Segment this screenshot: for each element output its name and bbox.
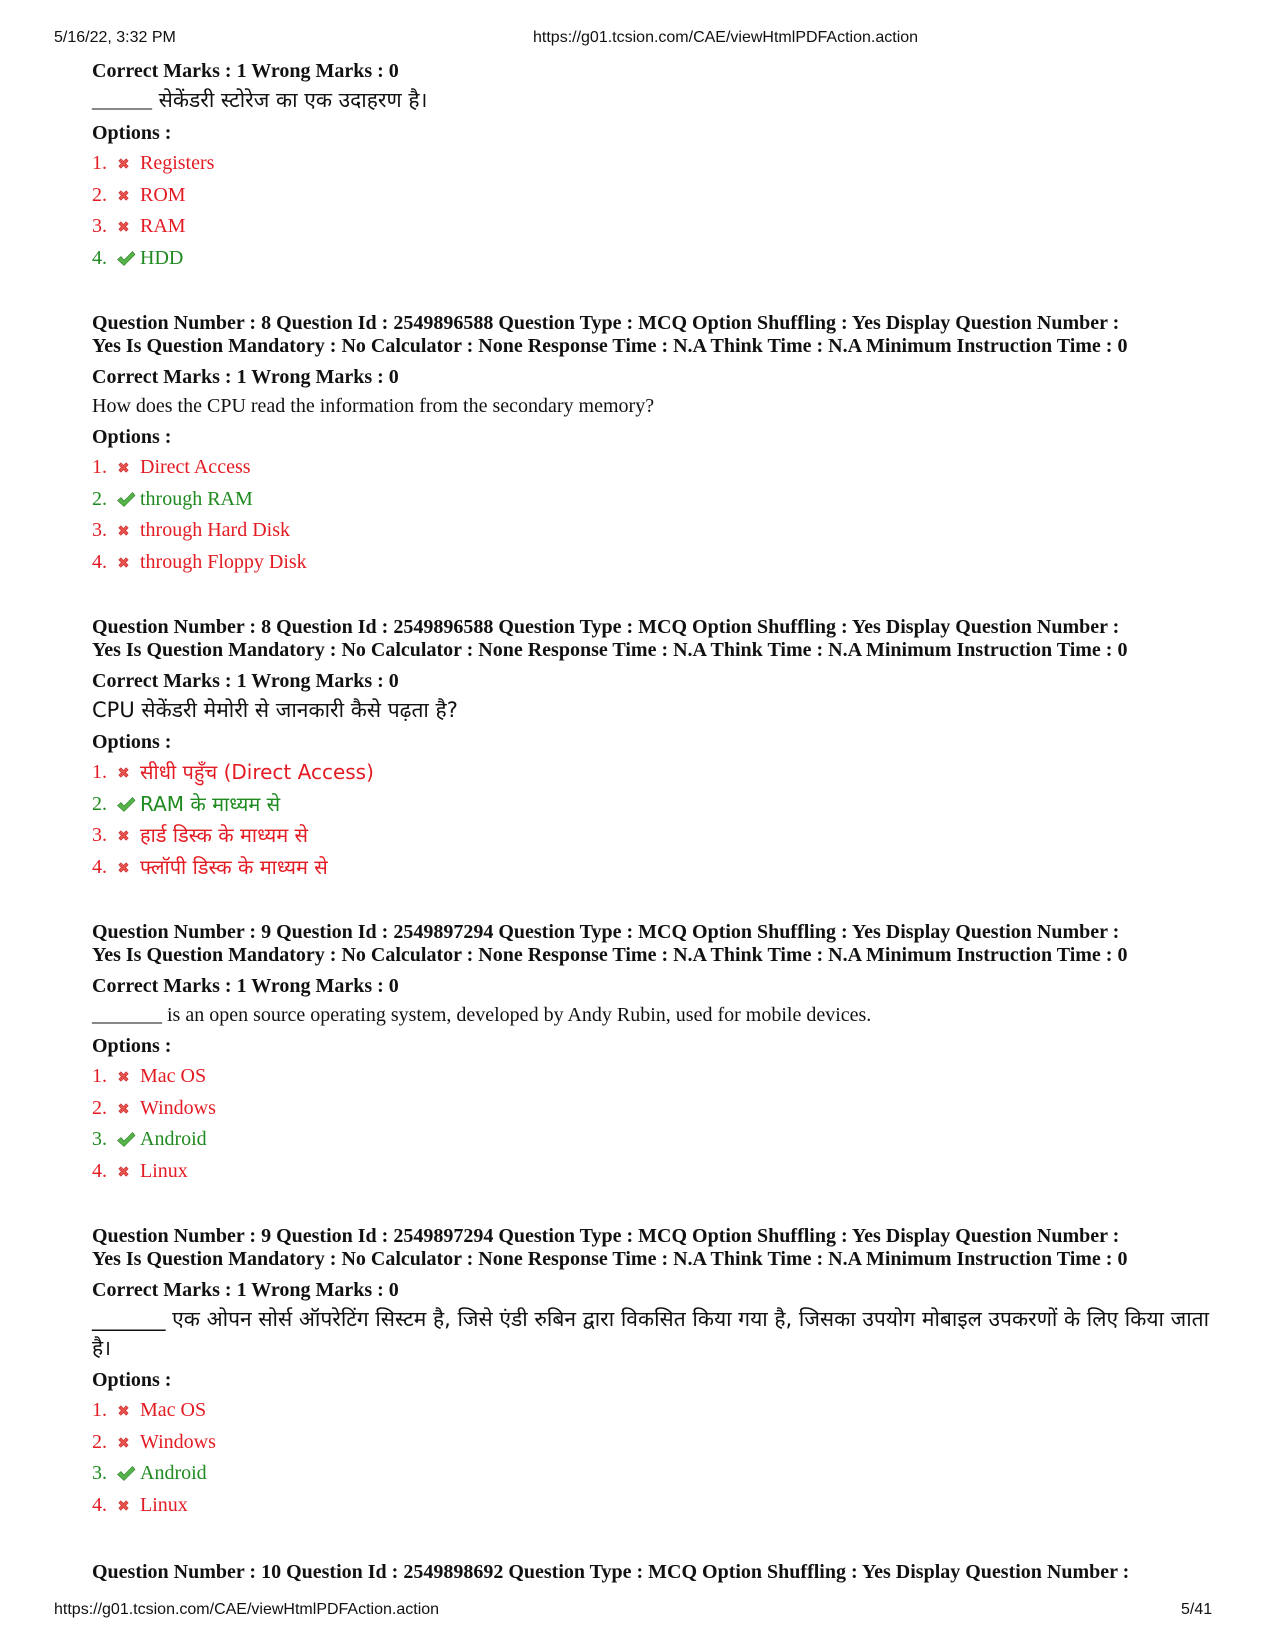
question-meta: [92, 616, 1212, 662]
option-number: 2.: [92, 1096, 107, 1119]
options-list: [92, 1395, 1212, 1521]
option-text: through Hard Disk: [140, 519, 290, 541]
option-text: RAM के माध्यम से: [140, 791, 281, 816]
cross-icon: [116, 555, 140, 570]
cross-icon: [116, 188, 140, 203]
option-item: [92, 1124, 1212, 1156]
cross-icon: [116, 1069, 140, 1084]
option-item: [92, 148, 1212, 180]
option-text: RAM: [140, 215, 186, 237]
question-meta-line: Question Number : 9 Question Id : 2549897294 Question Type : MCQ Option Shuffling : Yes Display Question Number :: [92, 1225, 1120, 1247]
option-item: [92, 820, 1212, 852]
marks-line: Correct Marks : 1 Wrong Marks : 0: [92, 60, 399, 82]
option-item: [92, 1395, 1212, 1427]
cross-icon: [116, 828, 140, 843]
check-icon: [116, 250, 140, 267]
option-number: 2.: [92, 792, 107, 815]
option-text: सीधी पहुँच (Direct Access): [140, 760, 374, 784]
options-label: Options :: [92, 1369, 172, 1391]
cross-icon: [116, 460, 140, 475]
question-paper: [92, 56, 1212, 1588]
cross-icon: [116, 1164, 140, 1179]
options-label: Options :: [92, 122, 172, 144]
option-item: [92, 1490, 1212, 1522]
option-item: [92, 180, 1212, 212]
print-footer: [0, 1601, 1275, 1623]
option-item: [92, 547, 1212, 579]
option-number: 3.: [92, 519, 107, 541]
cross-icon: [116, 765, 140, 780]
question-text: [92, 86, 1212, 116]
question-text-hindi: सेकेंडरी स्टोरेज का एक उदाहरण है।: [152, 88, 428, 112]
option-item: [92, 515, 1212, 547]
marks-line: Correct Marks : 1 Wrong Marks : 0: [92, 1279, 399, 1301]
option-number: 2.: [92, 487, 107, 510]
question-text: How does the CPU read the information from the secondary memory?: [92, 395, 655, 417]
option-text: ROM: [140, 183, 186, 206]
marks-line: Correct Marks : 1 Wrong Marks : 0: [92, 975, 399, 997]
option-number: 4.: [92, 1493, 107, 1516]
option-text: Registers: [140, 152, 215, 174]
option-item: [92, 1061, 1212, 1093]
question-meta-line: Yes Is Question Mandatory : No Calculator : None Response Time : N.A Think Time : N.A Minimum Instruction Time : 0: [92, 639, 1128, 661]
option-text: Linux: [140, 1493, 188, 1516]
question-block: [92, 312, 1212, 578]
option-item: [92, 1458, 1212, 1490]
options-label: Options :: [92, 731, 172, 753]
print-header: [0, 29, 1275, 51]
page-number: 5/41: [1181, 1601, 1213, 1618]
option-number: 4.: [92, 855, 107, 878]
option-text: Linux: [140, 1159, 188, 1182]
option-number: 1.: [92, 1399, 107, 1421]
option-number: 2.: [92, 1430, 107, 1453]
option-item: [92, 789, 1212, 821]
marks-line: Correct Marks : 1 Wrong Marks : 0: [92, 366, 399, 388]
option-number: 2.: [92, 183, 107, 206]
option-text: through RAM: [140, 487, 253, 510]
option-number: 1.: [92, 456, 107, 478]
marks-line: Correct Marks : 1 Wrong Marks : 0: [92, 670, 399, 692]
check-icon: [116, 1465, 140, 1482]
question-text: _______ is an open source operating system, developed by Andy Rubin, used for mobile devices.: [92, 1004, 872, 1026]
option-number: 4.: [92, 246, 107, 269]
cross-icon: [116, 860, 140, 875]
option-item: [92, 484, 1212, 516]
option-number: 3.: [92, 824, 107, 846]
question-meta: Question Number : 10 Question Id : 2549898692 Question Type : MCQ Option Shuffling : Yes Display Question Number :: [92, 1561, 1130, 1583]
question-meta: [92, 921, 1212, 967]
cross-icon: [116, 156, 140, 171]
option-text: Windows: [140, 1430, 216, 1453]
option-item: [92, 1156, 1212, 1188]
option-item: [92, 1427, 1212, 1459]
option-number: 4.: [92, 1159, 107, 1182]
option-text: through Floppy Disk: [140, 550, 307, 573]
option-item: [92, 243, 1212, 275]
option-text: हार्ड डिस्क के माध्यम से: [140, 823, 309, 847]
option-text: Mac OS: [140, 1065, 207, 1087]
option-item: [92, 211, 1212, 243]
question-meta-line: Question Number : 8 Question Id : 2549896588 Question Type : MCQ Option Shuffling : Yes Display Question Number :: [92, 616, 1120, 638]
option-number: 4.: [92, 550, 107, 573]
option-text: फ्लॉपी डिस्क के माध्यम से: [140, 854, 328, 879]
question-meta: [92, 1225, 1212, 1271]
option-text: HDD: [140, 246, 184, 269]
option-text: Android: [140, 1128, 207, 1150]
question-meta-line: Question Number : 9 Question Id : 2549897294 Question Type : MCQ Option Shuffling : Yes Display Question Number :: [92, 921, 1120, 943]
cross-icon: [116, 1435, 140, 1450]
option-item: [92, 452, 1212, 484]
cross-icon: [116, 523, 140, 538]
print-url: https://g01.tcsion.com/CAE/viewHtmlPDFAction.action: [533, 29, 919, 46]
option-item: [92, 852, 1212, 884]
options-list: [92, 757, 1212, 883]
options-list: [92, 452, 1212, 578]
options-list: [92, 1061, 1212, 1187]
check-icon: [116, 796, 140, 813]
cross-icon: [116, 1498, 140, 1513]
options-list: [92, 148, 1212, 274]
question-meta-line: Yes Is Question Mandatory : No Calculator : None Response Time : N.A Think Time : N.A Minimum Instruction Time : 0: [92, 1248, 1128, 1270]
option-number: 1.: [92, 152, 107, 174]
option-number: 3.: [92, 1462, 107, 1484]
question-block: [92, 921, 1212, 1187]
option-number: 1.: [92, 761, 107, 783]
cross-icon: [116, 1403, 140, 1418]
option-text: Direct Access: [140, 456, 251, 478]
option-number: 3.: [92, 1128, 107, 1150]
check-icon: [116, 491, 140, 508]
question-meta-line: Yes Is Question Mandatory : No Calculator : None Response Time : N.A Think Time : N.A Minimum Instruction Time : 0: [92, 335, 1128, 357]
question-meta-line: Question Number : 8 Question Id : 2549896588 Question Type : MCQ Option Shuffling : Yes Display Question Number :: [92, 312, 1120, 334]
question-meta: [92, 312, 1212, 358]
questions-list: [92, 312, 1212, 1521]
answer-blank: ______: [92, 90, 152, 112]
option-number: 1.: [92, 1065, 107, 1087]
footer-url: https://g01.tcsion.com/CAE/viewHtmlPDFAction.action: [54, 1601, 440, 1618]
print-datetime: 5/16/22, 3:32 PM: [54, 29, 176, 46]
cross-icon: [116, 1101, 140, 1116]
option-item: [92, 757, 1212, 789]
options-label: Options :: [92, 426, 172, 448]
question-block: [92, 616, 1212, 883]
question-block: [92, 1225, 1212, 1521]
options-label: Options :: [92, 1035, 172, 1057]
question-meta-line: Yes Is Question Mandatory : No Calculator : None Response Time : N.A Think Time : N.A Minimum Instruction Time : 0: [92, 944, 1128, 966]
option-text: Windows: [140, 1096, 216, 1119]
option-number: 3.: [92, 215, 107, 237]
cross-icon: [116, 219, 140, 234]
question-block-top: [92, 56, 1212, 274]
option-text: Mac OS: [140, 1399, 207, 1421]
question-text: CPU सेकेंडरी मेमोरी से जानकारी कैसे पढ़ता है?: [92, 698, 458, 722]
option-item: [92, 1093, 1212, 1125]
question-text: _______ एक ओपन सोर्स ऑपरेटिंग सिस्टम है, जिसे एंडी रुबिन द्वारा विकसित किया गया है, जिसका उपयोग मोबाइल उपकरणों के लिए किया जाता है।: [92, 1307, 1210, 1360]
check-icon: [116, 1131, 140, 1148]
option-text: Android: [140, 1462, 207, 1484]
